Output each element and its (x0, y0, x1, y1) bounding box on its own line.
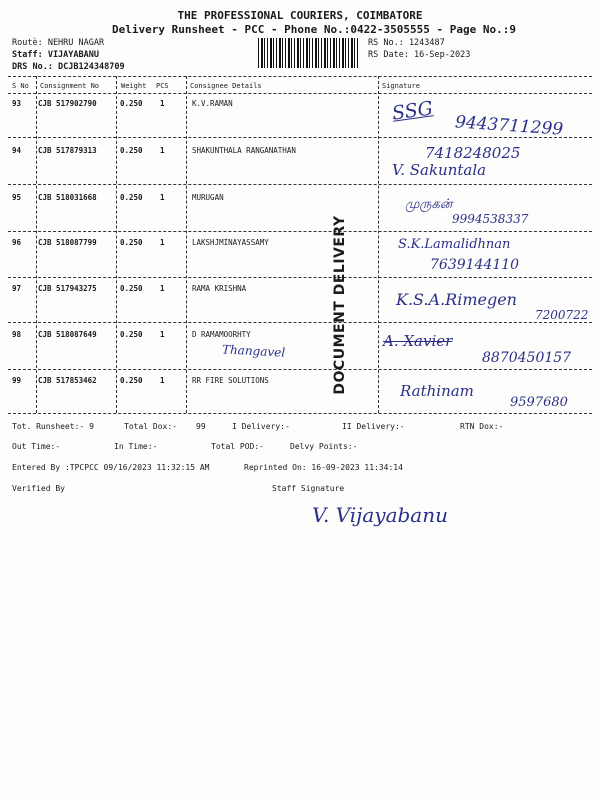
col-header-consignment: Consignment No (40, 82, 100, 90)
row-sno: 98 (12, 330, 22, 339)
handwritten-phone: 9443711299 (454, 112, 564, 140)
column-divider (186, 76, 187, 413)
row-sno: 93 (12, 99, 22, 108)
table-bottom-rule (8, 413, 592, 414)
row-divider (8, 231, 592, 232)
row-divider (8, 184, 592, 185)
handwritten-signature: K.S.A.Rimegen (396, 290, 517, 309)
row-pcs: 1 (160, 376, 165, 385)
row-consignee: RAMA KRISHNA (192, 284, 247, 293)
total-dox-value: 99 (196, 422, 206, 431)
handwritten-phone: 7418248025 (425, 144, 521, 162)
row-consignment: CJB 518031668 (38, 193, 97, 202)
out-time: Out Time:- (12, 442, 61, 451)
row-pcs: 1 (160, 330, 165, 339)
row-consignment: CJB 517943275 (38, 284, 97, 293)
barcode-image (258, 38, 360, 68)
row-consignee: LAKSHJMINAYASSAMY (192, 238, 269, 247)
column-divider (36, 76, 37, 413)
handwritten-signature: Rathinam (400, 382, 474, 400)
handwritten-signature: முருகன் (405, 197, 453, 212)
row-pcs: 1 (160, 99, 165, 108)
handwritten-phone: 8870450157 (482, 350, 572, 366)
handwritten-note: Thangavel (221, 342, 286, 360)
row-consignment: CJB 518087799 (38, 238, 97, 247)
runsheet-title: Delivery Runsheet - PCC - Phone No.:0422-3505555 - Page No.:9 (112, 23, 516, 36)
row-pcs: 1 (160, 238, 165, 247)
tot-runsheet: Tot. Runsheet:- 9 (12, 422, 94, 431)
row-divider (8, 322, 592, 323)
document-delivery-stamp: DOCUMENT DELIVERY (332, 215, 348, 395)
col-header-signature: Signature (382, 82, 420, 90)
verified-by: Verified By (12, 484, 65, 493)
rtn-dox: RTN Dox:- (460, 422, 504, 431)
row-sno: 97 (12, 284, 22, 293)
delvy-points: Delvy Points:- (290, 442, 358, 451)
rs-number: RS No.: 1243487 (368, 38, 445, 48)
row-pcs: 1 (160, 146, 165, 155)
drs-number: DRS No.: DCJB124348709 (12, 62, 125, 72)
row-consignment: CJB 517853462 (38, 376, 97, 385)
row-weight: 0.250 (120, 193, 143, 202)
row-consignee: K.V.RAMAN (192, 99, 233, 108)
row-weight: 0.250 (120, 284, 143, 293)
i-delivery: I Delivery:- (232, 422, 290, 431)
route-label: Routè: NEHRU NAGAR (12, 38, 105, 48)
row-consignment: CJB 518087649 (38, 330, 97, 339)
ii-delivery: II Delivery:- (342, 422, 405, 431)
row-weight: 0.250 (120, 330, 143, 339)
staff-signature-label: Staff Signature (272, 484, 345, 493)
company-name: THE PROFESSIONAL COURIERS, COIMBATORE (177, 9, 423, 22)
row-consignment: CJB 517879313 (38, 146, 97, 155)
row-divider (8, 277, 592, 278)
column-divider (116, 76, 117, 413)
reprinted-on: Reprinted On: 16-09-2023 11:34:14 (244, 463, 403, 472)
row-pcs: 1 (160, 193, 165, 202)
handwritten-signature: A. Xavier (383, 332, 453, 350)
entered-by: Entered By :TPCPCC 09/16/2023 11:32:15 AM (12, 463, 210, 472)
row-weight: 0.250 (120, 376, 143, 385)
staff-label: Staff: VIJAYABANU (12, 50, 99, 60)
col-header-sno: S No (12, 82, 29, 90)
total-pod: Total POD:- (211, 442, 264, 451)
handwritten-signature: V. Sakuntala (392, 161, 487, 179)
table-header-rule (8, 93, 592, 94)
row-consignee: D RAMAMOORHTY (192, 330, 251, 339)
row-divider (8, 369, 592, 370)
handwritten-phone: 9597680 (510, 395, 568, 410)
row-sno: 94 (12, 146, 22, 155)
row-weight: 0.250 (120, 99, 143, 108)
handwritten-signature: SSG (390, 97, 435, 125)
col-header-pcs: PCS (156, 82, 169, 90)
row-consignment: CJB 517902790 (38, 99, 97, 108)
handwritten-signature: S.K.Lamalidhnan (398, 237, 511, 252)
row-weight: 0.250 (120, 146, 143, 155)
rs-date: RS Date: 16-Sep-2023 (368, 50, 471, 60)
row-divider (8, 137, 592, 138)
col-header-weight: Weight (121, 82, 147, 90)
table-top-rule (8, 76, 592, 77)
row-sno: 95 (12, 193, 22, 202)
row-sno: 96 (12, 238, 22, 247)
row-pcs: 1 (160, 284, 165, 293)
row-weight: 0.250 (120, 238, 143, 247)
column-divider (378, 76, 379, 413)
row-consignee: SHAKUNTHALA RANGANATHAN (192, 146, 296, 155)
total-dox-label: Total Dox:- (124, 422, 177, 431)
staff-handwritten-signature: V. Vijayabanu (312, 503, 448, 527)
row-consignee: MURUGAN (192, 193, 224, 202)
handwritten-phone: 7639144110 (430, 257, 520, 273)
row-sno: 99 (12, 376, 22, 385)
handwritten-phone: 9994538337 (452, 212, 529, 226)
in-time: In Time:- (114, 442, 158, 451)
row-consignee: RR FIRE SOLUTIONS (192, 376, 269, 385)
col-header-consignee: Consignee Details (190, 82, 262, 90)
handwritten-phone: 7200722 (535, 308, 589, 322)
